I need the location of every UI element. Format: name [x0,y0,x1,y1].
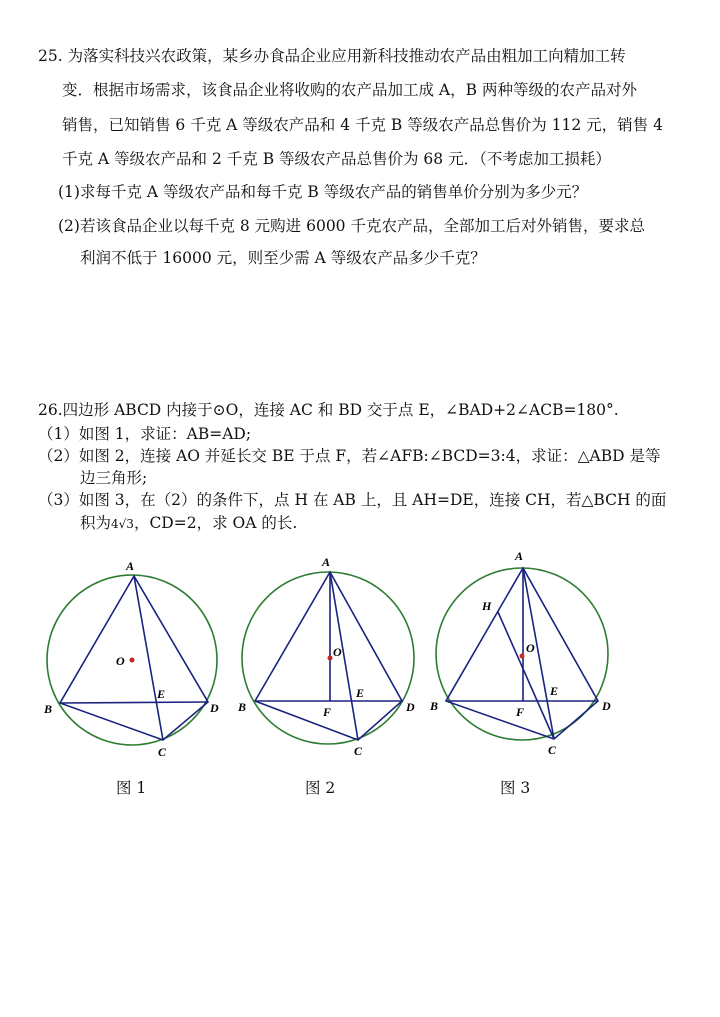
figures-svg [0,548,720,808]
fig1-label-c: C [158,745,167,759]
fig2-label-f: F [323,705,332,719]
fig2-label-o: O [333,645,342,659]
p26-part-3-cont [80,513,297,534]
p25-question-1: (1)求每千克 A 等级农产品和每千克 B 等级农产品的销售单价分别为多少元？ [58,183,588,201]
fig2-label-b: B [238,700,247,714]
caption-fig2: 图 2 [305,779,336,797]
fig1-label-b: B [44,702,53,716]
p26-part-1: （1）如图 1，求证：AB=AD; [38,425,252,443]
fig1-center-point [130,658,135,663]
p25-question-2: (2)若该食品企业以每千克 8 元购进 6000 千克农产品，全部加工后对外销售，要求总 [58,217,645,235]
p26-part-3: （3）如图 3，在（2）的条件下，点 H 在 AB 上，且 AH=DE，连接 CH，若△BCH 的面 [38,491,667,509]
fig1-label-d: D [210,701,219,715]
figures [0,548,720,808]
fig1-quadrilateral [60,576,208,740]
p26-line-1: 26.四边形 ABCD 内接于⊙O，连接 AC 和 BD 交于点 E，∠BAD+2∠ACB=180°. [38,401,619,419]
figure-2 [237,555,415,758]
fig3-label-b: B [430,699,439,713]
fig3-label-d: D [602,699,611,713]
p25-line-4: 千克 A 等级农产品和 2 千克 B 等级农产品总售价为 68 元．（不考虑加工损耗） [62,150,611,168]
p26-area-suffix: ，CD=2，求 OA 的长. [133,514,298,532]
figure-3 [429,549,611,757]
p26-part-2: （2）如图 2，连接 AO 并延长交 BE 于点 F，若∠AFB:∠BCD=3:4，求证：△ABD 是等 [38,447,661,465]
p25-question-2-cont: 利润不低于 16000 元，则至少需 A 等级农产品多少千克？ [80,249,486,267]
fig3-label-f: F [516,705,525,719]
fig1-diagonal-bd [60,702,208,703]
fig2-label-c: C [354,744,363,758]
fig3-label-c: C [548,743,557,757]
fig3-label-h: H [482,599,492,613]
figure-1 [43,559,219,759]
p26-area-prefix: 积为 [80,514,112,532]
fig2-label-d: D [406,700,415,714]
fig2-label-a: A [322,555,331,569]
fig2-label-e: E [356,686,365,700]
caption-fig3: 图 3 [500,779,531,797]
fig3-line-hc [498,612,554,739]
fig3-label-o: O [526,641,535,655]
p25-line-3: 销售，已知销售 6 千克 A 等级农产品和 4 千克 B 等级农产品总售价为 112 元，销售 4 [62,116,663,134]
fig2-center-point [328,656,333,661]
fig3-label-e: E [550,684,559,698]
p25-line-1: 25. 为落实科技兴农政策，某乡办食品企业应用新科技推动农产品由粗加工向精加工转 [38,47,626,65]
fig1-label-a: A [126,559,135,573]
fig3-label-a: A [515,549,524,563]
area-value: 4√3 [111,517,134,531]
p25-line-2: 变．根据市场需求，该食品企业将收购的农产品加工成 A，B 两种等级的农产品对外 [62,81,637,99]
p26-part-2-cont: 边三角形; [80,469,148,487]
fig1-label-e: E [157,687,166,701]
fig3-center-point [520,654,525,659]
caption-fig1: 图 1 [116,779,147,797]
fig1-label-o: O [116,654,125,668]
